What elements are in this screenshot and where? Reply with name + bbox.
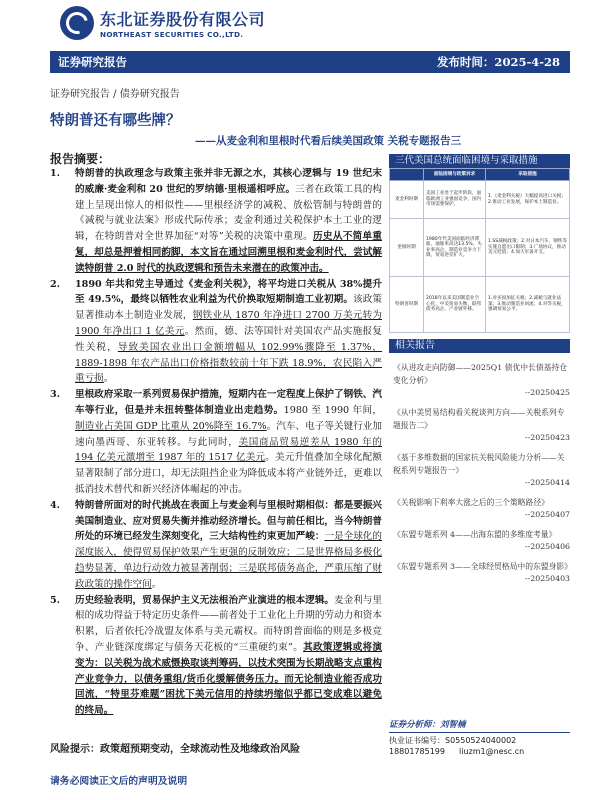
table-cell: 里根时期 [390,219,424,277]
publish-date: 发布时间：2025-4-28 [436,55,560,69]
related-report-title: 《东盟专题系列 4——出海东盟的多维度考量》 [393,530,557,539]
table-cell: 1.《麦金利关税》大幅提高进口关税；2.推动工业发展，保护本土制造业。 [486,181,570,219]
paragraph-underline: 一是全球化的深度嵌入，使得贸易保护效果产生更强的反制效应；二是世界格局多极化趋势显著，单边行动效力被显著削弱；三是联邦债务高企，严重压缩了财政政策的操作空间 [75,531,382,590]
paragraph-text: 1980 至 1990 年间， [283,404,383,416]
table-cell: 特朗普时期 [390,277,424,333]
report-type: 证券研究报告 [58,55,127,69]
side-column [389,154,570,584]
table-row [390,219,570,277]
side-table-heading: 三代美国总统面临困境与采取措施 [389,154,570,168]
related-report-item[interactable] [389,496,570,520]
analyst-phone: 18801785199 [389,747,445,756]
summary-paragraph [50,387,382,498]
related-report-title: 《东盟专题系列 3——全球经贸格局中的东盟身影》 [393,562,572,571]
paragraph-bold: 里根政府采取一系列贸易保护措施，短期内在一定程度上保护了钢铁、汽车等行业，但是并未扭转整体制造业出走趋势。 [75,389,382,416]
table-header: 采取措施 [486,169,570,181]
footer-disclaimer: 请务必阅读正文后的声明及说明 [50,776,188,787]
paragraph-text: 。 [103,373,114,385]
related-report-title: 《关税影响下利率大涨之后的三个策略路径》 [393,498,549,507]
related-report-date: --20250406 [525,542,570,551]
related-report-date: --20250425 [525,388,570,397]
company-name-en: NORTHEAST SECURITIES CO.,LTD. [100,30,244,39]
table-cell: 1.对多国加征关税；2.减税与就业法案；3.推动制造业回流；4.对等关税，强调贸易公平。 [486,277,570,333]
side-table [389,168,570,333]
paragraph-text: 三者在政策工具的构建上呈现出惊人的相似性——里根经济学的减税、放松管制与特朗普的《减税与就业法案》形成代际传承；麦金利通过关税保护本土工业的逻辑，在特朗普对全世界加征“对等”关税的决策中重现。 [75,183,382,243]
paragraph-text: 。美元升值叠加全球化配额显著限制了部分进口，却无法阻挡企业为降低成本将产业链外迁，更难以抵消技术替代和新兴经济体崛起的冲击。 [75,452,383,495]
summary-body [50,166,382,719]
table-row [390,277,570,333]
paragraph-bold: 特朗普的执政理念与政策主张并非无源之水，其核心逻辑与 19 世纪末的威廉·麦金利和 20 世纪的罗纳德·里根遥相呼应。 [75,168,382,195]
page-subtitle: ——从麦金利和里根时代看后续美国政策 关税专题报告三 [195,135,462,147]
paragraph-number: 1. [50,168,61,179]
related-report-title: 《基于多维数据的国家抗关税风险能力分析——关税系列专题报告一》 [393,453,565,475]
summary-paragraph [50,277,382,388]
related-reports-heading: 相关报告 [389,339,570,353]
summary-paragraph [50,498,382,593]
table-cell: 1.SS减税政策；2.对日本汽车、钢铁等实施自愿出口限制；3.广场协议，推动美元贬值；4.加大军备开支。 [486,219,570,277]
paragraph-bold-underline: 其政策逻辑或将演变为：以关税为战术威慑换取谈判筹码，以技术突围为长期战略支点重构产业竞争力，以债务重组/货币化缓解债务压力。而无论制造业能否成功回流，“特里芬难题”困扰下美元信用的持续坍缩似乎都已变成难以避免的终局。 [75,641,383,717]
paragraph-text: 该政策显著推动本土制造业发展， [75,294,383,322]
summary-paragraph [50,166,382,277]
related-report-date: --20250414 [525,478,570,487]
related-report-item[interactable] [389,361,570,398]
analyst-email[interactable]: liuzm1@nesc.cn [459,747,525,756]
paragraph-underline: 制造业占美国 GDP 比重从 20%降至 16.7% [75,420,267,432]
paragraph-underline: 导致美国农业出口金额增幅从 102.99%骤降至 1.37%，1889-1898 年农产品出口价格指数较前十年下跌 18.9%，农民陷入严重亏损 [75,341,383,385]
company-logo [60,6,265,40]
related-report-date: --20250407 [525,510,570,519]
paragraph-text: 麦金利与里根的成功得益于特定历史条件——前者处于工业化上升期的劳动力和资本积累，后者依托冷战盟友体系与美元霸权。而特朗普面临的则是多极竞争、产业链深度绑定与债务天花板的“三重硬约束”。 [75,594,382,653]
analyst-license: 执业证书编号：S0550524040002 [389,736,517,745]
analyst-info [389,720,570,757]
analyst-heading: 证券分析师：刘智楠 [389,720,570,733]
table-cell: 2018年以来美国制造业空心化，中美贸易失衡，联邦债务高企，产业链外移。 [424,277,486,333]
related-report-date: --20250403 [525,574,570,583]
related-report-title: 《从中美贸易结构看关税谈判方向——关税系列专题报告二》 [393,408,565,430]
paragraph-bold: 历史经验表明，贸易保护主义无法根治产业演进的根本逻辑。 [75,594,335,606]
paragraph-text: 。然而，德、法等国针对美国农产品实施报复性关税， [75,325,382,353]
summary-paragraph [50,593,382,719]
related-report-date: --20250423 [525,433,570,442]
paragraph-text: 。汽车、电子等关键行业加速向墨西哥、东亚转移。与此同时， [75,420,383,448]
paragraph-number: 4. [50,499,61,511]
related-report-item[interactable] [389,528,570,552]
paragraph-bold-underline: 历史从不简单重复，却总是押着相同韵脚，本文旨在通过回溯里根和麦金利时代，尝试解读特朗普 2.0 时代的执政逻辑和预告未来潜在的政策冲击。 [75,231,383,274]
paragraph-bold: 特朗普所面对的时代挑战在表面上与麦金利与里根时期相似：都是要振兴美国制造业、应对贸易失衡并推动经济增长。但与前任相比，当今特朗普所处的环境已经发生深刻变化，三大结构性约束更加严峻： [75,499,382,543]
paragraph-underline: 钢铁业从 1870 年净进口 2700 万美元转为 1900 年净出口 1 亿美元 [75,310,382,337]
paragraph-bold: 1890 年共和党主导通过《麦金利关税》，将平均进口关税从 38%提升至 49.5%，最终以牺牲农业利益为代价换取短期制造工业初期。 [75,278,382,306]
related-report-item[interactable] [389,451,570,488]
related-report-item[interactable] [389,406,570,443]
breadcrumb: 证券研究报告 / 债券研究报告 [50,89,180,100]
paragraph-number: 3. [50,389,61,401]
table-cell: 麦金利时期 [390,181,424,219]
related-report-title: 《从进攻走向防御——2025Q1 债优中长债基持仓变化分析》 [393,363,568,385]
paragraph-text: 。 [151,578,162,590]
header-banner [50,51,570,73]
paragraph-number: 2. [50,278,61,290]
paragraph-number: 5. [50,594,61,606]
table-cell: 1980年代美国面临经济滞胀，通胀率高达13.5%，失业率高企，制造业竞争力下降，贸易逆差扩大。 [424,219,486,277]
related-report-item[interactable] [389,560,570,584]
table-header: 面临困境与政策诉求 [424,169,486,181]
page-title: 特朗普还有哪些牌？ [50,112,181,129]
risk-warning: 风险提示：政策超预期变动，全球流动性及地缘政治风险 [50,744,300,755]
table-cell: 美国工业处于起步阶段，面临欧洲工业强国竞争，国内市场需要保护。 [424,181,486,219]
logo-emblem-icon [60,6,94,40]
summary-heading: 报告摘要： [50,152,111,166]
table-header [390,169,424,181]
company-name-cn: 东北证券股份有限公司 [100,10,266,29]
paragraph-underline: 美国商品贸易逆差从 1980 年的 194 亿美元激增至 1987 年的 1517 亿美元 [75,436,383,464]
table-row [390,181,570,219]
